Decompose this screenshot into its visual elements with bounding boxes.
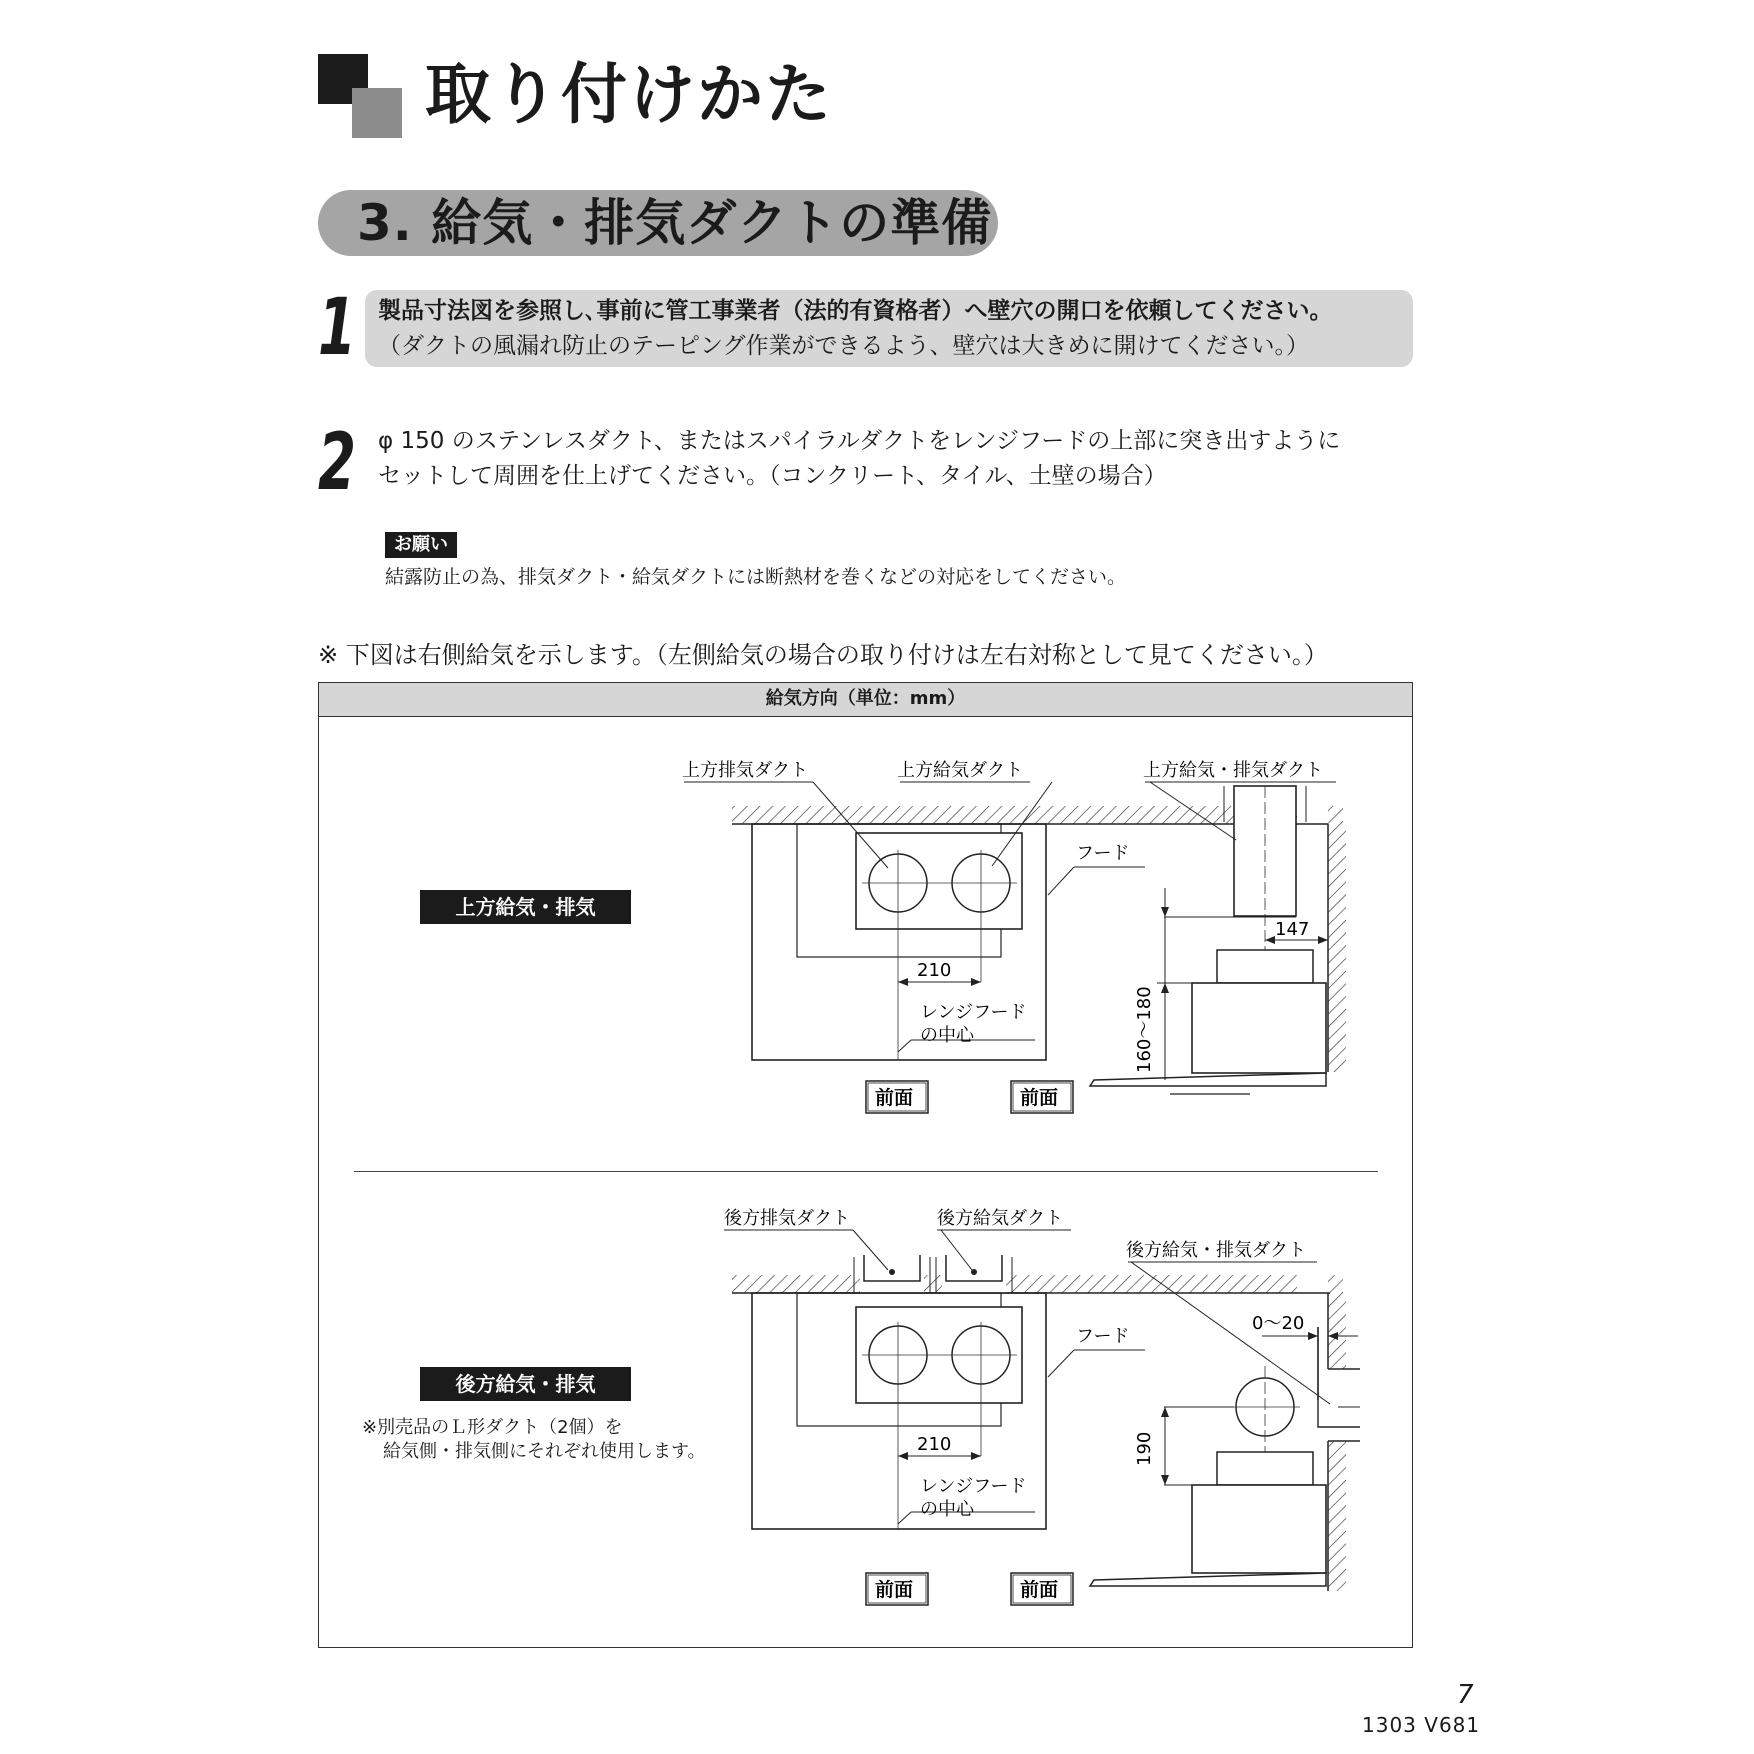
step-2-line-2: セットして周囲を仕上げてください。（コンクリート、タイル、土壁の場合） [378,463,1167,489]
top-front-label-1: 前面 [875,1087,914,1109]
top-hood-label: フード [1076,843,1130,864]
step-1-line-2: （ダクトの風漏れ防止のテーピング作業ができるよう、壁穴は大きめに開けてください。） [378,333,1310,359]
top-center-label-1: レンジフード [920,1002,1027,1023]
bottom-front-label-1: 前面 [875,1579,914,1601]
step-number-1: 1 [318,283,356,373]
bottom-hood-side [1192,1485,1326,1573]
bottom-exhaust-duct-label: 後方排気ダクト [724,1208,850,1229]
top-height-dim: 160〜180 [1134,986,1155,1073]
bottom-note-line-2: 給気側・排気側にそれぞれ使用します。 [383,1441,706,1462]
step-1-line-1: 製品寸法図を参照し､事前に管工事業者（法的有資格者）へ壁穴の開口を依頼してください｡ [378,298,1321,324]
top-ceiling-hatch [732,806,1297,824]
bottom-wall-hatch-upper [1328,1293,1346,1369]
top-wall-hatch [1328,824,1346,1072]
page-number: 7 [1457,1680,1474,1710]
top-exhaust-duct-label: 上方排気ダクト [682,760,808,781]
top-front-label-2: 前面 [1020,1087,1059,1109]
bottom-supply-exhaust-duct-label: 後方給気・排気ダクト [1126,1240,1306,1261]
bottom-spacing-dim: 210 [917,1434,952,1455]
bottom-height-dim: 190 [1134,1431,1155,1466]
bottom-supply-duct-label: 後方給気ダクト [937,1208,1063,1229]
top-hood-side [1192,983,1326,1073]
note-text: 結露防止の為、排気ダクト・給気ダクトには断熱材を巻くなどの対応をしてください。 [385,566,1127,588]
section-title: 3. 給気・排気ダクトの準備 [357,194,993,252]
bottom-note-line-1: ※別売品のＬ形ダクト（2個）を [362,1417,623,1438]
figure-header: 給気方向（単位：mm） [318,682,1413,717]
top-supply-exhaust-duct-label: 上方給気・排気ダクト [1143,760,1323,781]
top-side-dim: 147 [1275,919,1310,940]
bottom-front-label-2: 前面 [1020,1579,1059,1601]
top-supply-duct-label: 上方給気ダクト [897,760,1023,781]
page-title: 取り付けかた [425,56,833,133]
bottom-ceiling-hatch [732,1275,1297,1293]
step-number-2: 2 [318,418,356,508]
document-code: 1303 V681 [1362,1713,1481,1737]
bottom-hood-label: フード [1076,1326,1130,1347]
figure-footnote: ※ 下図は右側給気を示します。（左側給気の場合の取り付けは左右対称として見てください。） [318,641,1328,669]
step-2-line-1: φ 150 のステンレスダクト、またはスパイラルダクトをレンジフードの上部に突き出すように [378,428,1341,454]
bottom-section-label: 後方給気・排気 [420,1367,631,1401]
bottom-center-label-1: レンジフード [920,1476,1027,1497]
bottom-wall-dim: 0〜20 [1252,1313,1305,1334]
top-section-label: 上方給気・排気 [420,890,631,924]
bottom-center-label-2: の中心 [920,1499,974,1520]
top-spacing-dim: 210 [917,960,952,981]
top-center-label-2: の中心 [920,1025,974,1046]
note-badge: お願い [385,532,457,558]
bottom-wall-hatch-lower [1328,1441,1346,1591]
